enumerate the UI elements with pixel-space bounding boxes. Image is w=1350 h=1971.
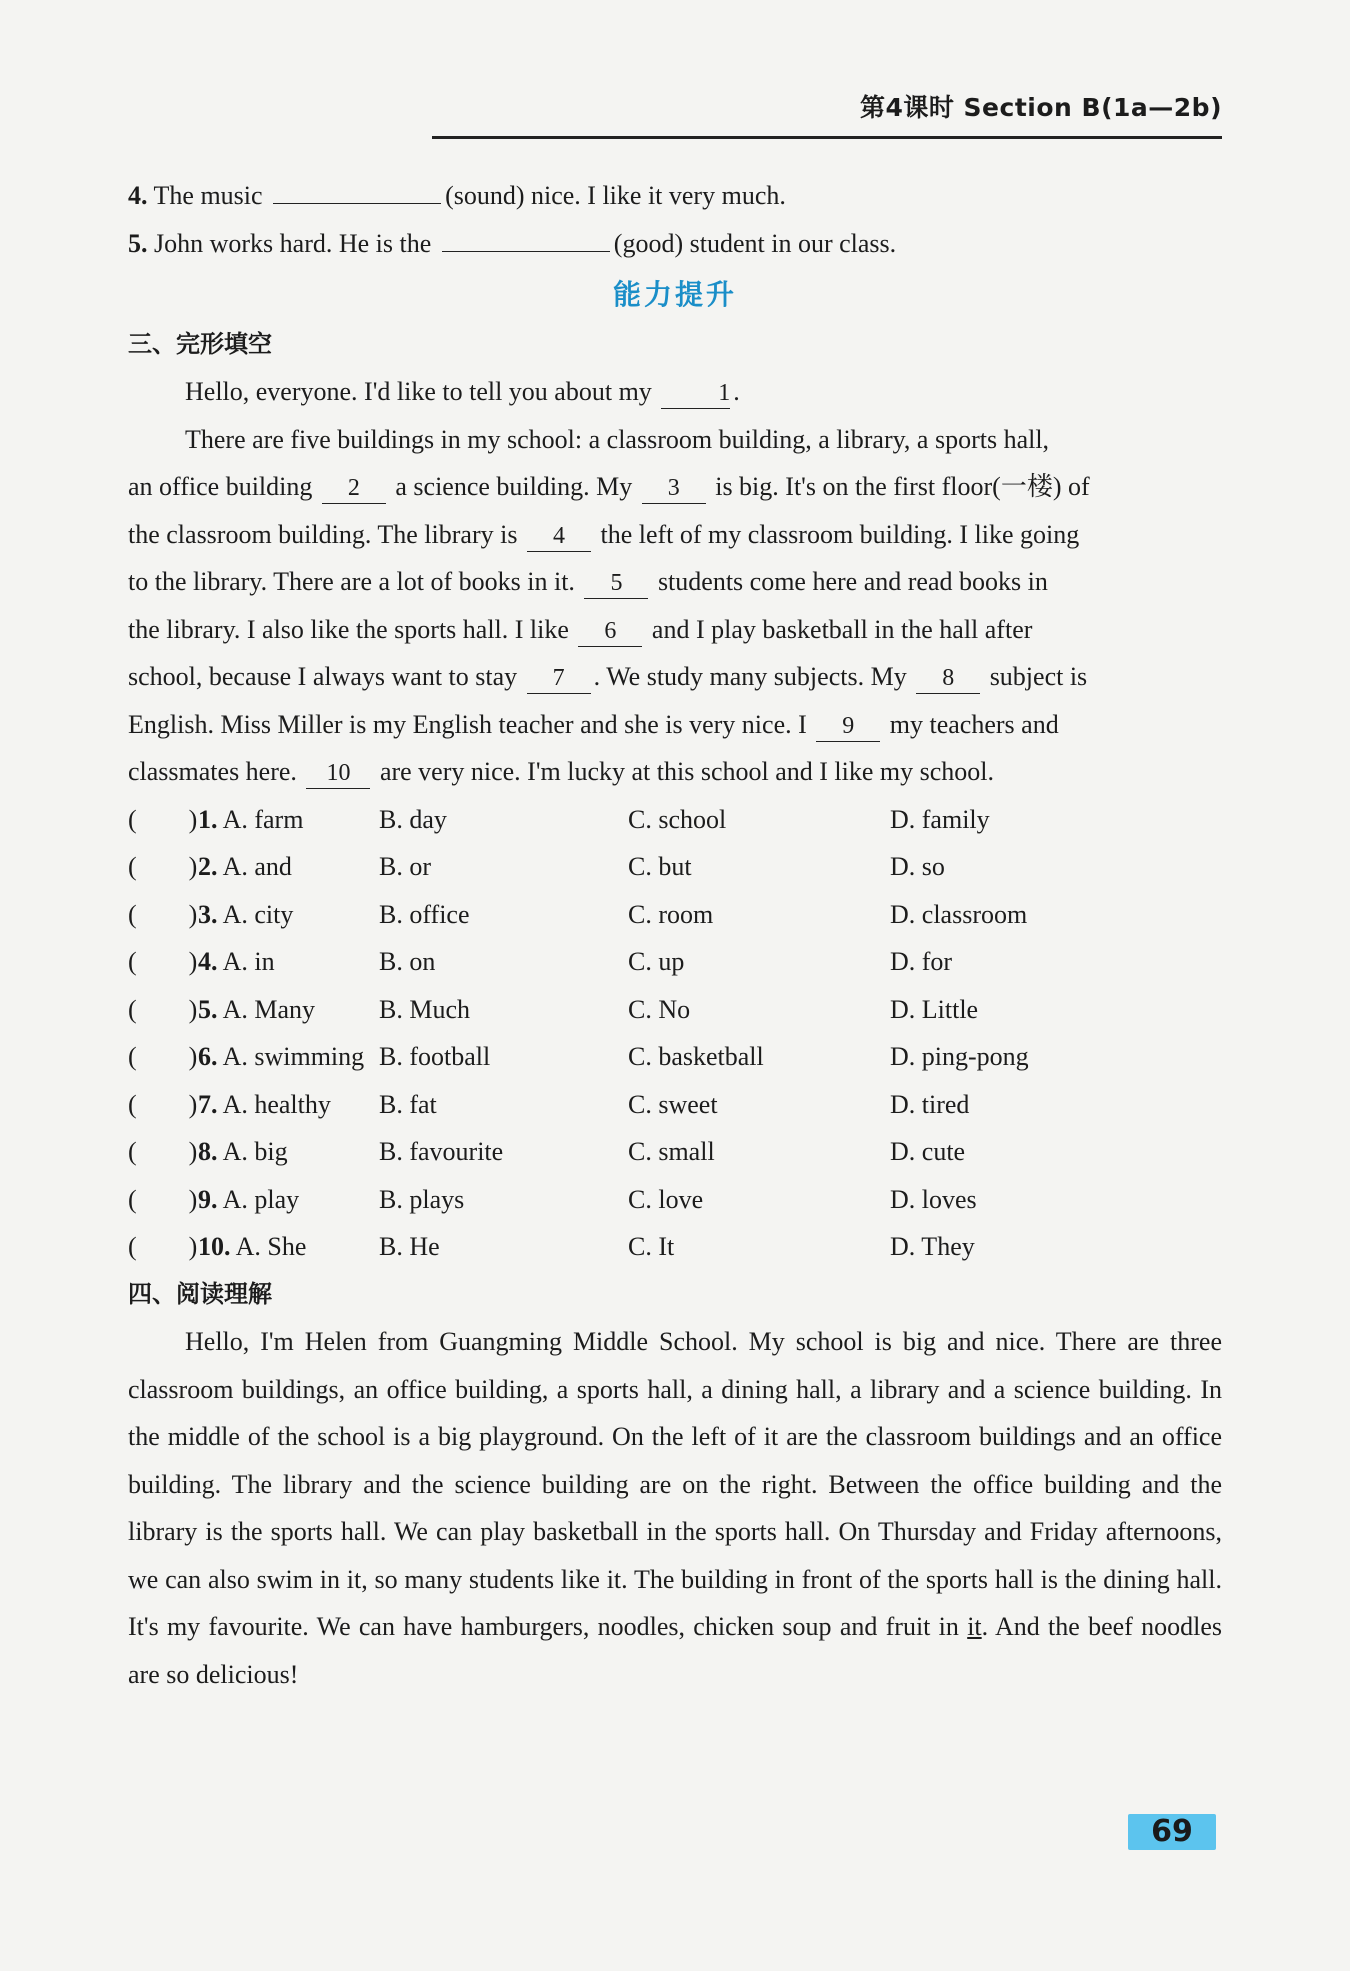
option-row (128, 843, 1222, 891)
cloze-blank-10[interactable]: 10 (306, 758, 370, 789)
question-number: 8. (198, 1137, 218, 1166)
answer-bracket[interactable]: ( ) (128, 947, 198, 976)
cloze-blank-9[interactable]: 9 (816, 711, 880, 742)
cloze-line-4 (128, 511, 1222, 559)
options-list (128, 796, 1222, 1271)
cloze-text: There are five buildings in my school: a classroom building, a library, a sports hall, (185, 424, 1050, 454)
item-text-after: (sound) nice. I like it very much. (445, 181, 786, 210)
option-row (128, 986, 1222, 1034)
option-row (128, 796, 1222, 844)
option-a: A. city (222, 899, 294, 929)
option-c: C. No (628, 994, 691, 1024)
cloze-text: my teachers and (889, 709, 1059, 739)
option-d: D. for (890, 947, 953, 976)
question-number: 3. (198, 899, 218, 929)
option-d: D. ping-pong (890, 1042, 1029, 1071)
exercise-item-5 (128, 220, 1222, 268)
section-title: 能力提升 (612, 278, 737, 311)
cloze-blank-5[interactable]: 5 (584, 568, 648, 599)
passage-text-end: . And the beef noodles are so delicious! (128, 1612, 1222, 1689)
option-b: B. day (379, 804, 447, 834)
answer-bracket[interactable]: ( ) (128, 899, 198, 929)
option-a: A. and (222, 852, 292, 881)
page-content (128, 172, 1222, 1698)
cloze-text: school, because I always want to stay (128, 662, 518, 691)
cloze-text: the left of my classroom building. I like going (600, 519, 1080, 549)
option-row (128, 1081, 1222, 1129)
option-c: C. room (628, 899, 714, 929)
option-row (128, 1128, 1222, 1176)
underlined-word: it (967, 1612, 982, 1641)
cloze-blank-8[interactable]: 8 (916, 663, 980, 694)
page-header: 第4课时 Section B(1a—2b) (859, 93, 1222, 122)
exercise-item-4 (128, 172, 1222, 220)
option-d: D. tired (890, 1089, 970, 1119)
cloze-text: Hello, everyone. I'd like to tell you about my (185, 377, 652, 406)
cloze-blank-2[interactable]: 2 (322, 473, 386, 504)
option-a: A. in (222, 947, 275, 976)
cloze-text: English. Miss Miller is my English teacher and she is very nice. I (128, 709, 807, 739)
option-row (128, 1223, 1222, 1271)
option-c: C. up (628, 947, 685, 976)
option-b: B. plays (379, 1184, 465, 1214)
cloze-line-7 (128, 653, 1222, 701)
option-d: D. loves (890, 1184, 977, 1214)
option-a: A. swimming (222, 1042, 365, 1071)
item-text-before: The music (153, 181, 263, 210)
option-d: D. classroom (890, 899, 1028, 929)
cloze-blank-6[interactable]: 6 (578, 616, 642, 647)
cloze-text: is big. It's on the first floor(一楼) of (715, 472, 1090, 501)
option-b: B. He (379, 1232, 440, 1261)
option-b: B. fat (379, 1089, 437, 1119)
cloze-blank-4[interactable]: 4 (527, 521, 591, 552)
item-number: 5. (128, 228, 148, 258)
answer-bracket[interactable]: ( ) (128, 1184, 198, 1214)
cloze-line-2 (128, 416, 1222, 464)
option-c: C. school (628, 804, 727, 834)
option-b: B. football (379, 1042, 491, 1071)
option-d: D. so (890, 852, 945, 881)
cloze-blank-7[interactable]: 7 (527, 663, 591, 694)
cloze-text: subject is (989, 662, 1088, 691)
cloze-text: are very nice. I'm lucky at this school and I like my school. (379, 757, 995, 786)
question-number: 10. (198, 1232, 231, 1261)
option-a: A. farm (222, 804, 304, 834)
option-b: B. office (379, 899, 470, 929)
cloze-title: 三、完形填空 (128, 329, 272, 358)
question-number: 2. (198, 852, 218, 881)
cloze-text: students come here and read books in (657, 567, 1048, 596)
option-row (128, 1176, 1222, 1224)
passage-text: Hello, I'm Helen from Guangming Middle School. My school is big and nice. There are three classroom buildings, an office building, a sports hall, a dining hall, a library and a science building. In the middle of the school is a big playground. On the left of it are the classroom buildings and an office building. The library and the science building are on the right. Between the office building and the library is the sports hall. We can play basketball in the sports hall. On Thursday and Friday afternoons, we can also swim in it, so many students like it. The building in front of the sports hall is the dining hall. It's my favourite. We can have hamburgers, noodles, chicken soup and fruit in (128, 1327, 1222, 1641)
answer-bracket[interactable]: ( ) (128, 1089, 198, 1119)
cloze-text: . (733, 377, 740, 406)
cloze-text: a science building. My (395, 472, 633, 501)
item-text-after: (good) student in our class. (613, 228, 897, 258)
cloze-line-8 (128, 701, 1222, 749)
option-b: B. Much (379, 994, 470, 1024)
cloze-text: and I play basketball in the hall after (651, 614, 1033, 644)
item-text-before: John works hard. He is the (154, 228, 432, 258)
cloze-line-9 (128, 748, 1222, 796)
cloze-line-1 (128, 368, 1222, 416)
cloze-text: an office building (128, 472, 313, 501)
cloze-line-5 (128, 558, 1222, 606)
answer-blank[interactable] (442, 221, 610, 252)
header-rule (432, 136, 1222, 139)
question-number: 6. (198, 1042, 218, 1071)
option-a: A. play (222, 1184, 300, 1214)
answer-bracket[interactable]: ( ) (128, 852, 198, 881)
option-c: C. small (628, 1137, 715, 1166)
option-d: D. family (890, 804, 990, 834)
option-d: D. They (890, 1232, 975, 1261)
option-a: A. Many (222, 994, 316, 1024)
cloze-blank-1[interactable]: 1 (661, 378, 730, 409)
answer-bracket[interactable]: ( ) (128, 804, 198, 834)
option-b: B. or (379, 852, 431, 881)
cloze-text: the classroom building. The library is (128, 519, 518, 549)
option-b: B. on (379, 947, 436, 976)
answer-bracket[interactable]: ( ) (128, 994, 198, 1024)
question-number: 9. (198, 1184, 218, 1214)
option-c: C. love (628, 1184, 704, 1214)
cloze-text: the library. I also like the sports hall. I like (128, 614, 569, 644)
cloze-text: classmates here. (128, 757, 297, 786)
option-b: B. favourite (379, 1137, 504, 1166)
answer-blank[interactable] (273, 173, 441, 204)
answer-bracket[interactable]: ( ) (128, 1232, 198, 1261)
item-number: 4. (128, 181, 148, 210)
cloze-blank-3[interactable]: 3 (642, 473, 706, 504)
option-c: C. sweet (628, 1089, 718, 1119)
option-a: A. She (235, 1232, 307, 1261)
reading-passage (128, 1318, 1222, 1698)
question-number: 4. (198, 947, 218, 976)
option-row (128, 1033, 1222, 1081)
cloze-line-6 (128, 606, 1222, 654)
option-c: C. It (628, 1232, 675, 1261)
option-a: A. healthy (222, 1089, 331, 1119)
cloze-text: to the library. There are a lot of books in it. (128, 567, 575, 596)
cloze-line-3 (128, 463, 1222, 511)
page-number: 69 (1128, 1814, 1216, 1850)
option-d: D. Little (890, 994, 979, 1024)
answer-bracket[interactable]: ( ) (128, 1042, 198, 1071)
option-c: C. basketball (628, 1042, 764, 1071)
option-a: A. big (222, 1137, 288, 1166)
option-d: D. cute (890, 1137, 966, 1166)
reading-title: 四、阅读理解 (128, 1279, 272, 1308)
answer-bracket[interactable]: ( ) (128, 1137, 198, 1166)
question-number: 7. (198, 1089, 218, 1119)
question-number: 5. (198, 994, 218, 1024)
option-row (128, 891, 1222, 939)
option-c: C. but (628, 852, 692, 881)
cloze-text: . We study many subjects. My (593, 662, 907, 691)
question-number: 1. (198, 804, 218, 834)
option-row (128, 938, 1222, 986)
